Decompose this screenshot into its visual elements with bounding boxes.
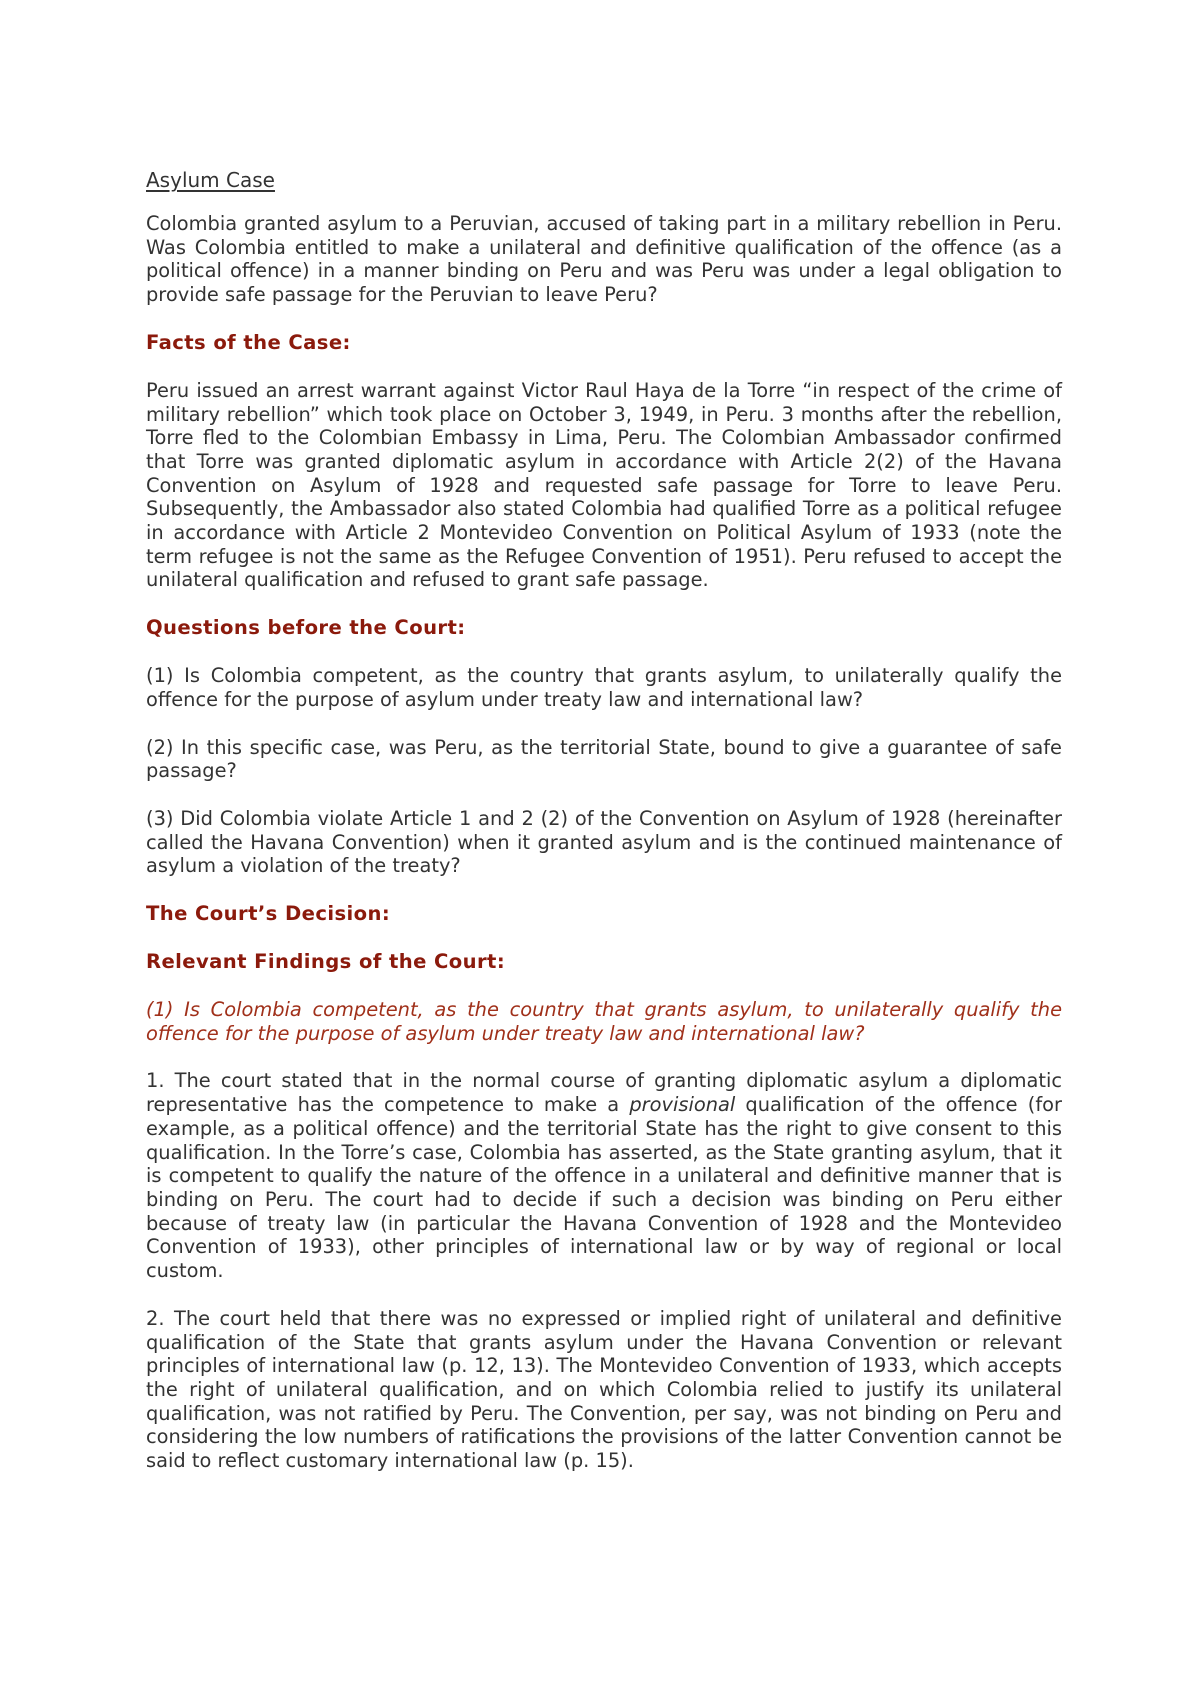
- facts-heading: Facts of the Case:: [146, 330, 351, 354]
- question-2: (2) In this specific case, was Peru, as the territorial State, bound to give a guarantee of safe passage?: [146, 735, 1062, 783]
- document-body: [146, 168, 1062, 1497]
- document-title: Asylum Case: [146, 168, 275, 192]
- questions-heading: Questions before the Court:: [146, 616, 466, 640]
- question-3: (3) Did Colombia violate Article 1 and 2 (2) of the Convention on Asylum of 1928 (hereinafter called the Havana Convention) when it granted asylum and is the continued maintenance of asylum a violation of the treaty?: [146, 806, 1062, 878]
- intro-paragraph: Colombia granted asylum to a Peruvian, accused of taking part in a military rebellion in Peru. Was Colombia entitled to make a unilateral and definitive qualification of the offence (as a political offence) in a manner binding on Peru and was Peru was under a legal obligation to provide safe passage for the Peruvian to leave Peru?: [146, 212, 1062, 307]
- finding-point-2: 2. The court held that there was no expressed or implied right of unilateral and definitive qualification of the State that grants asylum under the Havana Convention or relevant principles of international law (p. 12, 13). The Montevideo Convention of 1933, which accepts the right of unilateral qualification, and on which Colombia relied to justify its unilateral qualification, was not ratified by Peru. The Convention, per say, was not binding on Peru and considering the low numbers of ratifications the provisions of the latter Convention cannot be said to reflect customary international law (p. 15).: [146, 1306, 1062, 1473]
- question-1: (1) Is Colombia competent, as the country that grants asylum, to unilaterally qualify the offence for the purpose of asylum under treaty law and international law?: [146, 664, 1062, 711]
- findings-subquestion: (1) Is Colombia competent, as the country that grants asylum, to unilaterally qualify the offence for the purpose of asylum under treaty law and international law?: [146, 998, 1062, 1045]
- findings-heading: Relevant Findings of the Court:: [146, 950, 506, 974]
- finding-point-1-before: 1. The court stated that in the normal course of granting diplomatic asylum a diplomatic representative has the competence to make a: [146, 1069, 1062, 1117]
- finding-point-1-after: qualification of the offence (for example, as a political offence) and the territorial State has the right to give consent to this qualification. In the Torre’s case, Colombia has asserted, as the State granting asylum, that it is competent to qualify the nature of the offence in a unilateral and definitive manner that is binding on Peru. The court had to decide if such a decision was binding on Peru either because of treaty law (in particular the Havana Convention of 1928 and the Montevideo Convention of 1933), other principles of international law or by way of regional or local custom.: [146, 1093, 1062, 1283]
- finding-point-1-emphasis: provisional: [629, 1093, 736, 1117]
- facts-paragraph: Peru issued an arrest warrant against Victor Raul Haya de la Torre “in respect of the crime of military rebellion” which took place on October 3, 1949, in Peru. 3 months after the rebellion, Torre fled to the Colombian Embassy in Lima, Peru. The Colombian Ambassador confirmed that Torre was granted diplomatic asylum in accordance with Article 2(2) of the Havana Convention on Asylum of 1928 and requested safe passage for Torre to leave Peru. Subsequently, the Ambassador also stated Colombia had qualified Torre as a political refugee in accordance with Article 2 Montevideo Convention on Political Asylum of 1933 (note the term refugee is not the same as the Refugee Convention of 1951). Peru refused to accept the unilateral qualification and refused to grant safe passage.: [146, 378, 1062, 592]
- finding-point-1: [146, 1069, 1062, 1282]
- decision-heading: The Court’s Decision:: [146, 902, 391, 926]
